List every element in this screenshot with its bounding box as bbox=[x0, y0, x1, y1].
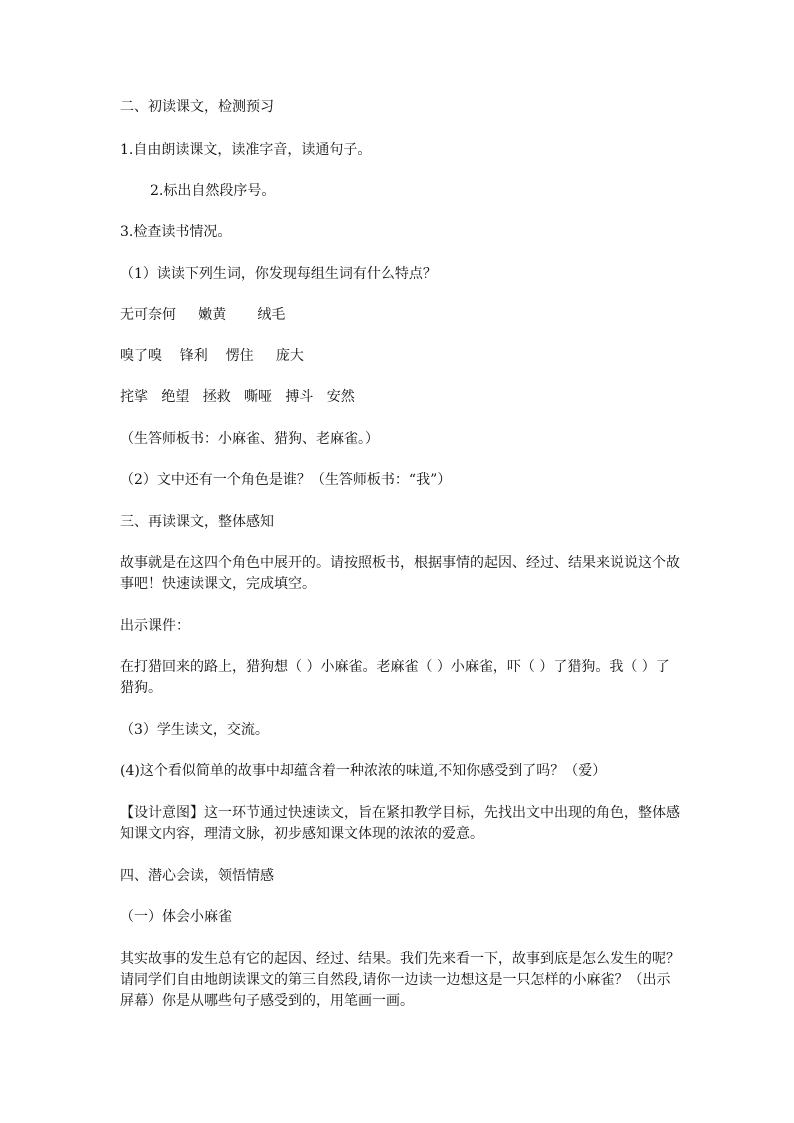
question-3: （3）学生读文，交流。 bbox=[120, 722, 269, 738]
word-group-1: 无可奈何 嫩黄 绒毛 bbox=[120, 307, 286, 323]
design-intent: 【设计意图】这一环节通过快速读文，旨在紧扣教学目标，先找出文中出现的角色，整体感知课文内容，理清文脉，初步感知课文体现的浓浓的爱意。 bbox=[120, 805, 680, 842]
question-2: （2）文中还有一个角色是谁？（生答师板书：“我”） bbox=[120, 472, 452, 488]
section-heading-3: 三、再读课文，整体感知 bbox=[120, 514, 274, 530]
step-3: 3.检查读书情况。 bbox=[120, 224, 232, 240]
fill-in-blank: 在打猎回来的路上，猎狗想（ ）小麻雀。老麻雀（ ）小麻雀，吓（ ）了猎狗。我（ ）了猎狗。 bbox=[120, 659, 670, 696]
question-1: （1）读读下列生词，你发现每组生词有什么特点？ bbox=[120, 266, 437, 282]
show-courseware: 出示课件： bbox=[120, 618, 190, 634]
word-group-3: 挓挲 绝望 拯救 嘶哑 搏斗 安然 bbox=[120, 389, 355, 405]
word-group-2: 嗅了嗅 锋利 愣住 庞大 bbox=[120, 348, 304, 364]
question-4: (4)这个看似简单的故事中却蕴含着一种浓浓的味道,不知你感受到了吗？（爱） bbox=[120, 763, 607, 779]
paragraph-sparrow: 其实故事的发生总有它的起因、经过、结果。我们先来看一下，故事到底是怎么发生的呢？请同学们自由地朗读课文的第三自然段,请你一边读一边想这是一只怎样的小麻雀？（出示屏幕）你是从哪些句子感受到的，用笔画一画。 bbox=[120, 951, 680, 1009]
step-1: 1.自由朗读课文，读准字音，读通句子。 bbox=[120, 142, 372, 158]
paragraph-intro: 故事就是在这四个角色中展开的。请按照板书，根据事情的起因、经过、结果来说说这个故事吧！快速读课文，完成填空。 bbox=[120, 555, 680, 592]
section-heading-4: 四、潜心会读，领悟情感 bbox=[120, 868, 274, 884]
section-heading-2: 二、初读课文，检测预习 bbox=[120, 99, 274, 115]
board-note: （生答师板书：小麻雀、猎狗、老麻雀。） bbox=[120, 431, 379, 447]
subheading-sparrow: （一）体会小麻雀 bbox=[120, 909, 232, 925]
step-2: 2.标出自然段序号。 bbox=[150, 183, 276, 199]
